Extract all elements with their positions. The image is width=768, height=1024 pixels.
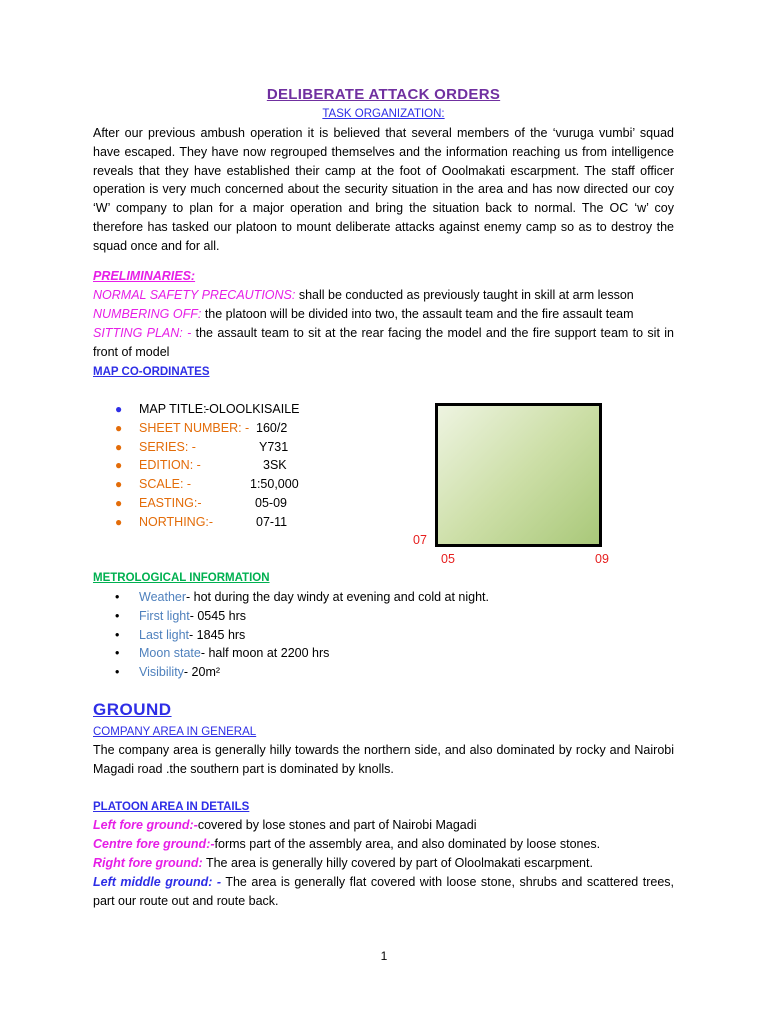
safety-precautions-line: NORMAL SAFETY PRECAUTIONS: shall be conducted as previously taught in skill at arm lesson: [93, 288, 634, 302]
map-grid-square: [435, 403, 602, 547]
bullet-icon: ●: [115, 402, 123, 416]
right-fore-ground-line: Right fore ground: The area is generally hilly covered by part of Oloolmakati escarpment.: [93, 856, 593, 870]
bullet-icon: •: [115, 627, 120, 642]
grid-east-right-label: 09: [595, 552, 609, 566]
bullet-icon: •: [115, 608, 120, 623]
intro-paragraph: After our previous ambush operation it is believed that several members of the ‘vuruga vumbi’ squad have escaped. They have now regrouped themselves and the information reaching us from intelligence reveals that they have established their camp at the foot of Ooolmakati escarpment. The staff officer operation is very much concerned about the security situation in the area and has now directed our coy ‘W’ company to plan for a major operation and bring the situation back to normal. The OC ‘w’ coy therefore has tasked our platoon to mount deliberate attacks against enemy camp so as to destroy the squad once and for all.: [93, 126, 674, 253]
bullet-icon: •: [115, 665, 120, 680]
bullet-icon: ●: [115, 439, 123, 454]
ground-heading: GROUND: [93, 700, 172, 719]
bullet-icon: ●: [115, 458, 123, 473]
left-middle-ground-line: Left middle ground: - The area is generally flat covered with loose stone, shrubs and scattered trees, part our route out and route back.: [93, 875, 674, 908]
centre-fore-ground-line: Centre fore ground:-forms part of the assembly area, and also dominated by loose stones.: [93, 837, 601, 851]
bullet-icon: ●: [115, 477, 123, 492]
bullet-icon: •: [115, 590, 120, 604]
bullet-icon: ●: [115, 514, 123, 529]
metrological-heading: METROLOGICAL INFORMATION: [93, 572, 270, 584]
numbering-off-line: NUMBERING OFF: the platoon will be divided into two, the assault team and the fire assault team: [93, 307, 634, 321]
platoon-area-heading: PLATOON AREA IN DETAILS: [93, 801, 250, 813]
preliminaries-heading: PRELIMINARIES:: [93, 269, 196, 283]
bullet-icon: •: [115, 646, 120, 661]
left-fore-ground-line: Left fore ground:-covered by lose stones and part of Nairobi Magadi: [93, 818, 477, 832]
task-organization-heading: TASK ORGANIZATION:: [322, 108, 445, 120]
page-number: 1: [380, 949, 388, 963]
grid-north-label: 07: [413, 533, 427, 547]
company-area-heading: COMPANY AREA IN GENERAL: [93, 726, 257, 738]
bullet-icon: ●: [115, 420, 123, 435]
map-coordinates-heading: MAP CO-ORDINATES: [93, 366, 210, 378]
grid-east-left-label: 05: [441, 552, 455, 566]
document-title: DELIBERATE ATTACK ORDERS: [266, 86, 501, 103]
sitting-plan-line: SITTING PLAN: - the assault team to sit at the rear facing the model and the fire support team to sit in front of model: [93, 326, 674, 359]
bullet-icon: ●: [115, 495, 123, 510]
company-area-paragraph: The company area is generally hilly towards the northern side, and also dominated by rocky and Nairobi Magadi road .the southern part is dominated by knolls.: [93, 743, 674, 776]
